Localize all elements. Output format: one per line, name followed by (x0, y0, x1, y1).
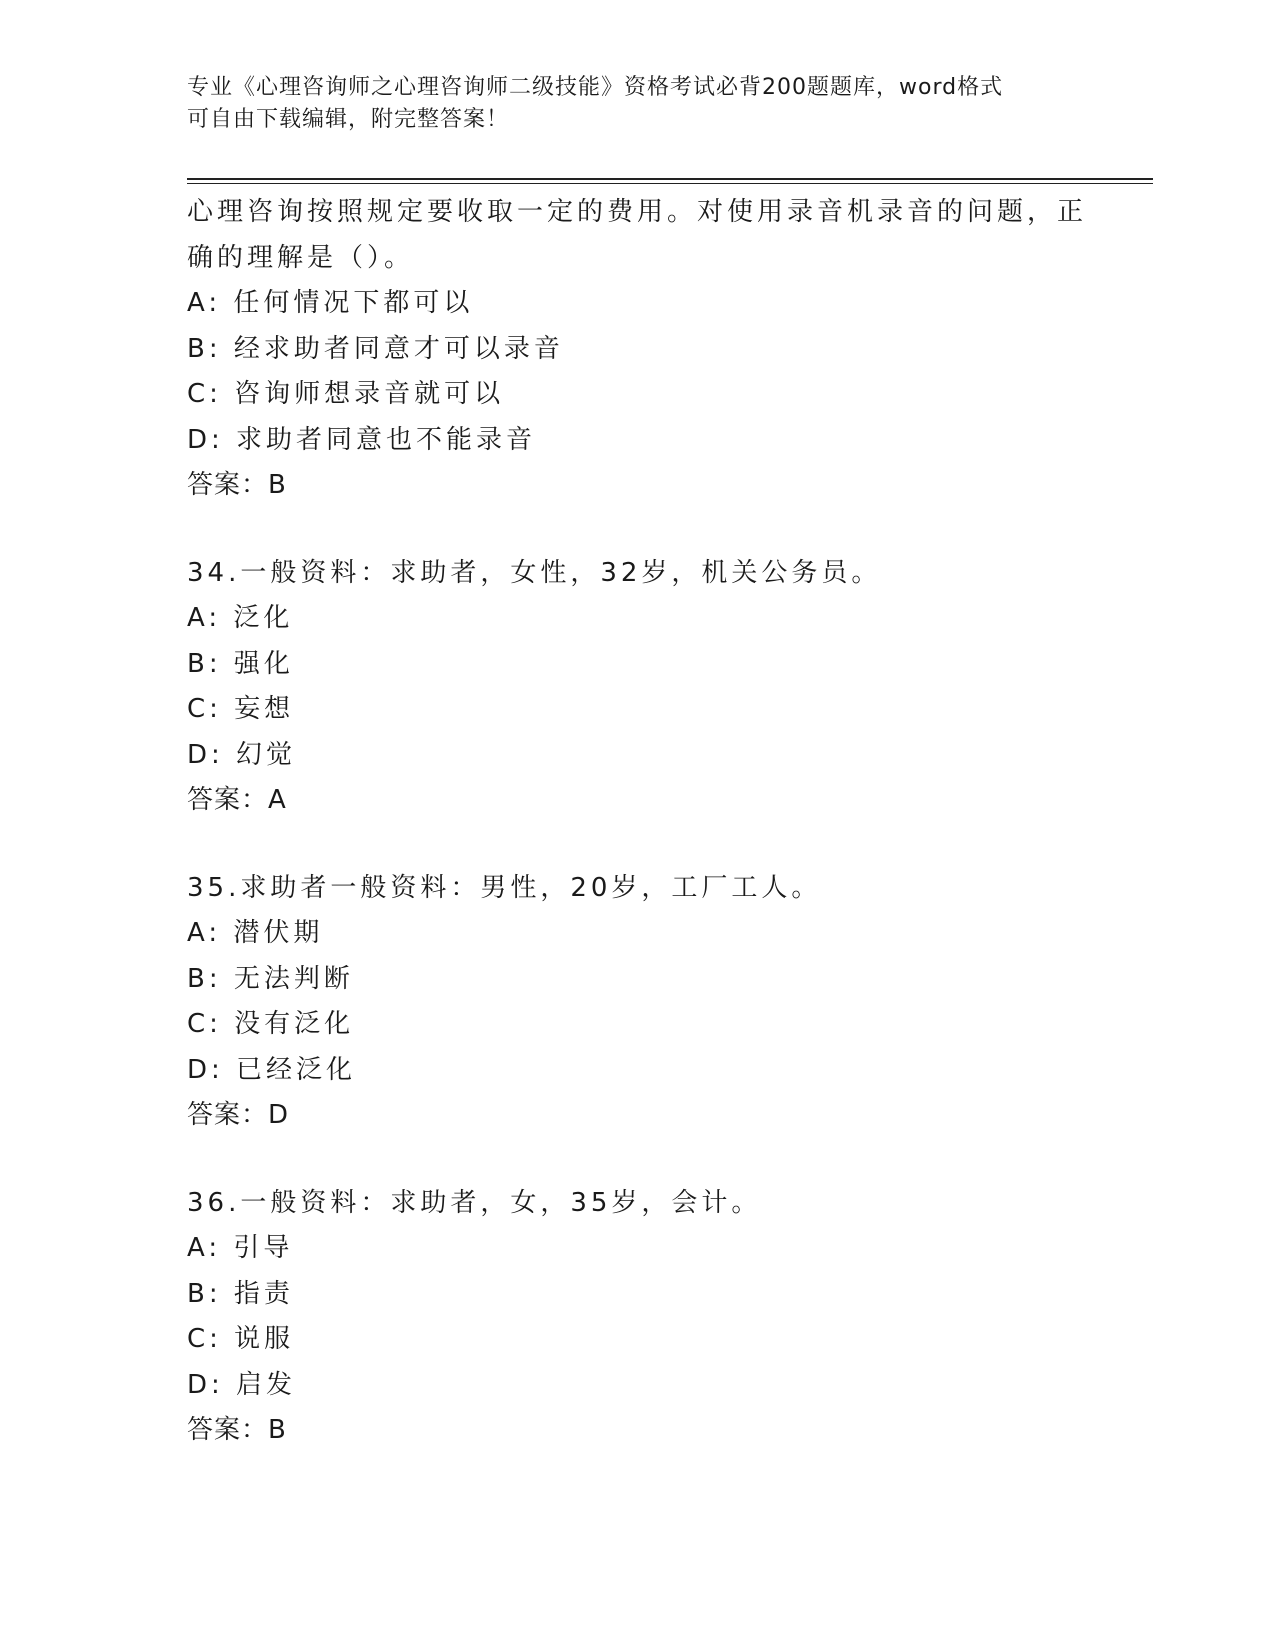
option-d: D: 启发 (187, 1369, 297, 1400)
question-stem: 35.求助者一般资料：男性，20岁，工厂工人。 (187, 872, 822, 903)
question-stem: 心理咨询按照规定要收取一定的费用。对使用录音机录音的问题，正 (187, 197, 1088, 227)
question-list (187, 190, 1087, 1496)
option-c: C: 没有泛化 (187, 1009, 355, 1039)
option-b: B: 无法判断 (187, 963, 354, 994)
header-divider-thin (187, 183, 1153, 184)
option-d: D: 求助者同意也不能录音 (187, 424, 537, 455)
option-a: A: 泛化 (187, 603, 294, 633)
answer-line: 答案：D (187, 1100, 290, 1130)
answer-line: 答案：B (187, 1415, 287, 1445)
option-c: C: 妄想 (187, 694, 295, 724)
question-block (187, 866, 1087, 1139)
answer-line: 答案：B (187, 470, 287, 500)
option-d: D: 幻觉 (187, 739, 297, 770)
option-b: B: 经求助者同意才可以录音 (187, 333, 564, 364)
header-line-2: 可自由下载编辑，附完整答案！ (187, 107, 510, 132)
option-c: C: 说服 (187, 1324, 295, 1354)
header-line-1: 专业《心理咨询师之心理咨询师二级技能》资格考试必背200题题库，word格式 (187, 75, 1004, 100)
document-header (187, 72, 1067, 136)
answer-line: 答案：A (187, 785, 287, 815)
question-stem: 36.一般资料：求助者，女，35岁，会计。 (187, 1187, 762, 1218)
option-a: A: 引导 (187, 1233, 294, 1263)
option-a: A: 任何情况下都可以 (187, 288, 474, 318)
option-b: B: 指责 (187, 1278, 294, 1309)
question-stem: 34.一般资料：求助者，女性，32岁，机关公务员。 (187, 557, 882, 588)
header-divider-thick (187, 178, 1153, 180)
option-a: A: 潜伏期 (187, 918, 324, 948)
question-block (187, 551, 1087, 824)
question-block (187, 190, 1087, 509)
option-d: D: 已经泛化 (187, 1054, 357, 1085)
option-b: B: 强化 (187, 648, 294, 679)
question-stem-continued: 确的理解是（）。 (187, 242, 415, 273)
question-block (187, 1181, 1087, 1454)
option-c: C: 咨询师想录音就可以 (187, 379, 505, 409)
